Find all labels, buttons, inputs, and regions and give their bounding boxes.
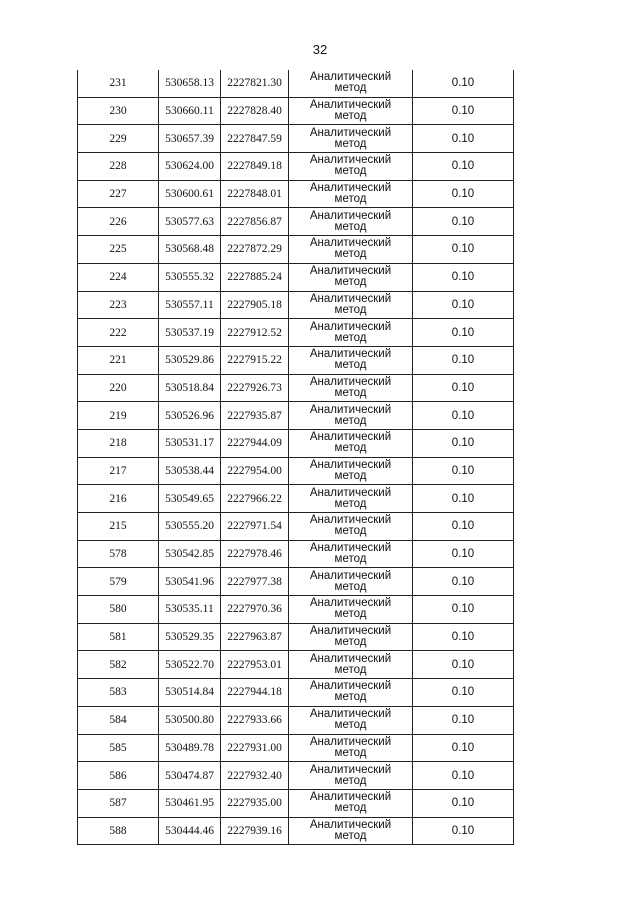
x-coordinate-cell: 530624.00 [159, 153, 221, 181]
method-line-2: метод [334, 525, 367, 538]
method-cell [289, 457, 413, 485]
accuracy-cell: 0.10 [413, 457, 514, 485]
accuracy-cell: 0.10 [413, 346, 514, 374]
x-coordinate-cell: 530461.95 [159, 789, 221, 817]
y-coordinate-cell: 2227828.40 [221, 97, 289, 125]
y-coordinate-cell: 2227926.73 [221, 374, 289, 402]
x-coordinate-cell: 530535.11 [159, 596, 221, 624]
method-line-1: Аналитический [309, 486, 392, 499]
x-coordinate-cell: 530531.17 [159, 429, 221, 457]
method-line-1: Аналитический [309, 818, 392, 831]
y-coordinate-cell: 2227939.16 [221, 817, 289, 845]
x-coordinate-cell: 530529.35 [159, 623, 221, 651]
method-line-1: Аналитический [309, 292, 392, 305]
method-cell [289, 153, 413, 181]
y-coordinate-cell: 2227856.87 [221, 208, 289, 236]
method-cell [289, 623, 413, 651]
point-number-cell: 217 [78, 457, 159, 485]
y-coordinate-cell: 2227954.00 [221, 457, 289, 485]
x-coordinate-cell: 530474.87 [159, 762, 221, 790]
method-cell [289, 706, 413, 734]
y-coordinate-cell: 2227966.22 [221, 485, 289, 513]
table-row [78, 762, 514, 790]
table-row [78, 734, 514, 762]
table-row [78, 153, 514, 181]
table-row [78, 485, 514, 513]
method-cell [289, 596, 413, 624]
method-line-2: метод [334, 497, 367, 510]
x-coordinate-cell: 530444.46 [159, 817, 221, 845]
y-coordinate-cell: 2227944.18 [221, 679, 289, 707]
x-coordinate-cell: 530514.84 [159, 679, 221, 707]
y-coordinate-cell: 2227932.40 [221, 762, 289, 790]
y-coordinate-cell: 2227944.09 [221, 429, 289, 457]
x-coordinate-cell: 530538.44 [159, 457, 221, 485]
y-coordinate-cell: 2227970.36 [221, 596, 289, 624]
method-line-1: Аналитический [309, 71, 392, 84]
method-line-1: Аналитический [309, 403, 392, 416]
method-line-1: Аналитический [309, 99, 392, 112]
point-number-cell: 219 [78, 402, 159, 430]
point-number-cell: 586 [78, 762, 159, 790]
table-row [78, 623, 514, 651]
accuracy-cell: 0.10 [413, 97, 514, 125]
accuracy-cell: 0.10 [413, 568, 514, 596]
x-coordinate-cell: 530568.48 [159, 236, 221, 264]
point-number-cell: 225 [78, 236, 159, 264]
x-coordinate-cell: 530555.32 [159, 263, 221, 291]
method-line-2: метод [334, 82, 367, 95]
method-line-2: метод [334, 137, 367, 150]
y-coordinate-cell: 2227912.52 [221, 319, 289, 347]
method-line-2: метод [334, 110, 367, 123]
y-coordinate-cell: 2227933.66 [221, 706, 289, 734]
method-line-2: метод [334, 359, 367, 372]
method-line-1: Аналитический [309, 348, 392, 361]
point-number-cell: 581 [78, 623, 159, 651]
method-line-2: метод [334, 414, 367, 427]
accuracy-cell: 0.10 [413, 125, 514, 153]
method-line-1: Аналитический [309, 458, 392, 471]
method-line-1: Аналитический [309, 597, 392, 610]
method-line-1: Аналитический [309, 182, 392, 195]
method-line-2: метод [334, 303, 367, 316]
method-line-2: метод [334, 553, 367, 566]
method-cell [289, 346, 413, 374]
accuracy-cell: 0.10 [413, 319, 514, 347]
x-coordinate-cell: 530555.20 [159, 513, 221, 541]
accuracy-cell: 0.10 [413, 180, 514, 208]
method-line-2: метод [334, 331, 367, 344]
point-number-cell: 578 [78, 540, 159, 568]
point-number-cell: 229 [78, 125, 159, 153]
accuracy-cell: 0.10 [413, 153, 514, 181]
method-line-1: Аналитический [309, 126, 392, 139]
point-number-cell: 223 [78, 291, 159, 319]
method-line-2: метод [334, 829, 367, 842]
point-number-cell: 221 [78, 346, 159, 374]
point-number-cell: 228 [78, 153, 159, 181]
method-cell [289, 180, 413, 208]
method-cell [289, 762, 413, 790]
method-cell [289, 125, 413, 153]
x-coordinate-cell: 530658.13 [159, 70, 221, 97]
method-line-2: метод [334, 802, 367, 815]
accuracy-cell: 0.10 [413, 208, 514, 236]
y-coordinate-cell: 2227848.01 [221, 180, 289, 208]
accuracy-cell: 0.10 [413, 291, 514, 319]
accuracy-cell: 0.10 [413, 236, 514, 264]
method-line-2: метод [334, 746, 367, 759]
method-cell [289, 402, 413, 430]
x-coordinate-cell: 530489.78 [159, 734, 221, 762]
accuracy-cell: 0.10 [413, 540, 514, 568]
method-line-2: метод [334, 165, 367, 178]
method-cell [289, 97, 413, 125]
method-line-1: Аналитический [309, 542, 392, 555]
method-line-2: метод [334, 193, 367, 206]
point-number-cell: 584 [78, 706, 159, 734]
table-row [78, 706, 514, 734]
method-line-1: Аналитический [309, 569, 392, 582]
x-coordinate-cell: 530526.96 [159, 402, 221, 430]
method-cell [289, 485, 413, 513]
y-coordinate-cell: 2227872.29 [221, 236, 289, 264]
method-cell [289, 817, 413, 845]
point-number-cell: 585 [78, 734, 159, 762]
y-coordinate-cell: 2227847.59 [221, 125, 289, 153]
method-cell [289, 208, 413, 236]
method-line-1: Аналитический [309, 375, 392, 388]
accuracy-cell: 0.10 [413, 485, 514, 513]
table-row [78, 402, 514, 430]
point-number-cell: 216 [78, 485, 159, 513]
method-line-1: Аналитический [309, 209, 392, 222]
point-number-cell: 580 [78, 596, 159, 624]
method-line-1: Аналитический [309, 735, 392, 748]
table-row [78, 513, 514, 541]
y-coordinate-cell: 2227885.24 [221, 263, 289, 291]
y-coordinate-cell: 2227953.01 [221, 651, 289, 679]
method-cell [289, 236, 413, 264]
table-row [78, 817, 514, 845]
accuracy-cell: 0.10 [413, 789, 514, 817]
method-line-2: метод [334, 608, 367, 621]
accuracy-cell: 0.10 [413, 706, 514, 734]
y-coordinate-cell: 2227963.87 [221, 623, 289, 651]
table-row [78, 236, 514, 264]
y-coordinate-cell: 2227915.22 [221, 346, 289, 374]
point-number-cell: 218 [78, 429, 159, 457]
y-coordinate-cell: 2227931.00 [221, 734, 289, 762]
point-number-cell: 587 [78, 789, 159, 817]
accuracy-cell: 0.10 [413, 402, 514, 430]
method-cell [289, 374, 413, 402]
point-number-cell: 222 [78, 319, 159, 347]
method-line-2: метод [334, 580, 367, 593]
x-coordinate-cell: 530549.65 [159, 485, 221, 513]
point-number-cell: 583 [78, 679, 159, 707]
point-number-cell: 220 [78, 374, 159, 402]
method-line-1: Аналитический [309, 431, 392, 444]
y-coordinate-cell: 2227978.46 [221, 540, 289, 568]
method-line-2: метод [334, 719, 367, 732]
method-cell [289, 679, 413, 707]
method-line-1: Аналитический [309, 625, 392, 638]
method-line-2: метод [334, 386, 367, 399]
y-coordinate-cell: 2227935.00 [221, 789, 289, 817]
point-number-cell: 227 [78, 180, 159, 208]
method-line-2: метод [334, 636, 367, 649]
table-row [78, 70, 514, 97]
table-row [78, 540, 514, 568]
point-number-cell: 230 [78, 97, 159, 125]
point-number-cell: 215 [78, 513, 159, 541]
method-line-1: Аналитический [309, 791, 392, 804]
x-coordinate-cell: 530500.80 [159, 706, 221, 734]
method-line-2: метод [334, 220, 367, 233]
method-cell [289, 540, 413, 568]
table-row [78, 374, 514, 402]
method-line-2: метод [334, 774, 367, 787]
table-row [78, 97, 514, 125]
accuracy-cell: 0.10 [413, 70, 514, 97]
accuracy-cell: 0.10 [413, 734, 514, 762]
table-row [78, 291, 514, 319]
method-cell [289, 513, 413, 541]
x-coordinate-cell: 530518.84 [159, 374, 221, 402]
y-coordinate-cell: 2227971.54 [221, 513, 289, 541]
method-cell [289, 70, 413, 97]
x-coordinate-cell: 530660.11 [159, 97, 221, 125]
table-row [78, 208, 514, 236]
method-cell [289, 568, 413, 596]
accuracy-cell: 0.10 [413, 623, 514, 651]
method-line-2: метод [334, 276, 367, 289]
method-line-1: Аналитический [309, 154, 392, 167]
method-cell [289, 263, 413, 291]
method-line-2: метод [334, 248, 367, 261]
method-line-2: метод [334, 691, 367, 704]
page-number: 32 [312, 42, 328, 57]
table-row [78, 429, 514, 457]
method-line-1: Аналитический [309, 763, 392, 776]
point-number-cell: 231 [78, 70, 159, 97]
method-line-1: Аналитический [309, 680, 392, 693]
table-row [78, 679, 514, 707]
table-row [78, 789, 514, 817]
method-line-1: Аналитический [309, 265, 392, 278]
x-coordinate-cell: 530541.96 [159, 568, 221, 596]
x-coordinate-cell: 530600.61 [159, 180, 221, 208]
table-row [78, 457, 514, 485]
method-line-1: Аналитический [309, 652, 392, 665]
table-row [78, 125, 514, 153]
x-coordinate-cell: 530537.19 [159, 319, 221, 347]
coordinates-table [77, 70, 514, 845]
point-number-cell: 579 [78, 568, 159, 596]
y-coordinate-cell: 2227977.38 [221, 568, 289, 596]
accuracy-cell: 0.10 [413, 429, 514, 457]
method-line-2: метод [334, 469, 367, 482]
accuracy-cell: 0.10 [413, 817, 514, 845]
method-line-1: Аналитический [309, 320, 392, 333]
table-row [78, 263, 514, 291]
method-cell [289, 291, 413, 319]
accuracy-cell: 0.10 [413, 651, 514, 679]
x-coordinate-cell: 530542.85 [159, 540, 221, 568]
method-line-1: Аналитический [309, 708, 392, 721]
y-coordinate-cell: 2227905.18 [221, 291, 289, 319]
method-cell [289, 789, 413, 817]
x-coordinate-cell: 530522.70 [159, 651, 221, 679]
y-coordinate-cell: 2227821.30 [221, 70, 289, 97]
x-coordinate-cell: 530657.39 [159, 125, 221, 153]
table-row [78, 180, 514, 208]
y-coordinate-cell: 2227849.18 [221, 153, 289, 181]
method-cell [289, 429, 413, 457]
point-number-cell: 224 [78, 263, 159, 291]
point-number-cell: 588 [78, 817, 159, 845]
y-coordinate-cell: 2227935.87 [221, 402, 289, 430]
method-line-2: метод [334, 663, 367, 676]
x-coordinate-cell: 530529.86 [159, 346, 221, 374]
point-number-cell: 226 [78, 208, 159, 236]
table-row [78, 568, 514, 596]
accuracy-cell: 0.10 [413, 596, 514, 624]
x-coordinate-cell: 530557.11 [159, 291, 221, 319]
method-line-1: Аналитический [309, 237, 392, 250]
point-number-cell: 582 [78, 651, 159, 679]
method-line-1: Аналитический [309, 514, 392, 527]
method-cell [289, 734, 413, 762]
accuracy-cell: 0.10 [413, 263, 514, 291]
table-row [78, 346, 514, 374]
accuracy-cell: 0.10 [413, 513, 514, 541]
accuracy-cell: 0.10 [413, 762, 514, 790]
accuracy-cell: 0.10 [413, 679, 514, 707]
coordinates-table-body [78, 70, 514, 845]
method-cell [289, 319, 413, 347]
table-row [78, 596, 514, 624]
method-cell [289, 651, 413, 679]
method-line-2: метод [334, 442, 367, 455]
table-row [78, 319, 514, 347]
table-row [78, 651, 514, 679]
x-coordinate-cell: 530577.63 [159, 208, 221, 236]
accuracy-cell: 0.10 [413, 374, 514, 402]
